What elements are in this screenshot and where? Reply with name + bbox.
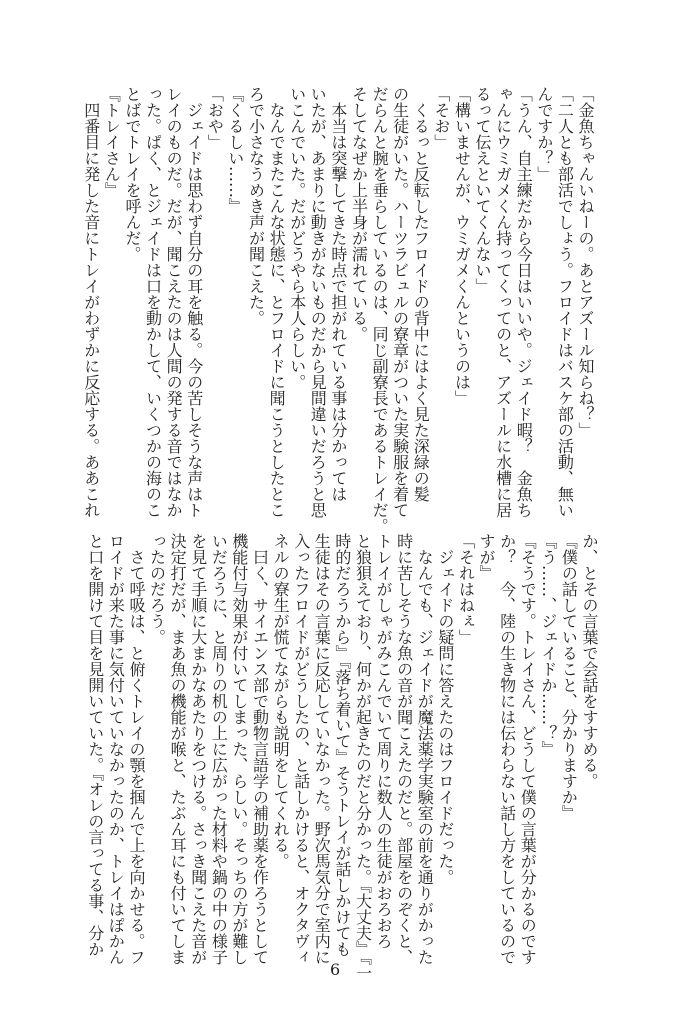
text-column: 「二人とも部活でしょう。フロイドはバスケ部の活動、無い [555,86,575,518]
text-column: ジェイドの疑問に答えたのはフロイドだった。 [435,533,455,885]
text-column: か、とその言葉で会話をすすめる。 [580,533,599,789]
text-column: 「それはねぇ」 [456,533,476,645]
text-column: いたが、あまりに動きがないものだから見間違いだろうと思 [308,86,328,518]
text-column: だらんと腕を垂らしているのは、同じ副寮長であるトレイだ。 [370,86,390,534]
text-column: 時に苦しそうな魚の音が聞こえたのだと。部屋をのぞくと、 [394,533,414,965]
text-column: 『トレイさん』 [102,86,122,198]
text-column: 『僕の話していること、分かりますか』 [559,533,579,821]
text-column: ゃんにウミガメくん持ってくってのと、アズールに水槽に居 [493,86,513,518]
text-column: 『う……、ジェイドか……？』 [538,533,558,757]
text-column: か？ 今、陸の生き物には伝わらない話し方をしているので [497,533,517,965]
page-number: 6 [330,960,341,979]
text-column: 入ったフロイドがどうしたの、と話しかけると、オクタヴィ [291,533,311,965]
text-column: んですか？」 [534,86,554,182]
text-column: の生徒がいた。ハーツラビュルの寮章がついた実験服を着て [390,86,410,518]
text-column: くるっと反転したフロイドの背中にはよく見た深緑の髪 [411,86,431,502]
text-column: ったのだろう。 [147,533,167,645]
text-column: なんでも、ジェイドが魔法薬学実験室の前を通りがかった [415,533,435,965]
text-column: 『くるしい……』 [225,86,245,214]
text-column: 『そうです。トレイさん、どうして僕の言葉が分かるのです [518,533,538,965]
text-column: なんでまたこんな状態に、とフロイドに聞こうとしたとこ [267,86,287,518]
text-column: 決定打だが、まあ魚の機能が喉と、たぶん耳にも付いてしま [168,533,188,965]
text-column: そしてなぜか上半身が濡れている。 [349,86,369,342]
text-column: ネルの寮生が慌てながらも説明をしてくれる。 [271,533,291,869]
text-column: トレイがしゃがみこんでいて周りに数人の生徒がおろおろ [374,533,394,949]
text-column: 機能付与効果が付いてしまった、らしい。そっちの方が難し [229,533,249,965]
text-column: 本当は突撃してきた時点で担がれている事は分かっては [328,86,348,502]
text-column: いこんでいた。だがどうやら本人らしい。 [287,86,307,390]
text-block-bottom [84,533,599,981]
text-column: とばでトレイを呼んだ。 [122,86,142,262]
text-column: 「金魚ちゃんいねーの。あとアズール知らね？」 [576,86,595,438]
text-column: すが』 [477,533,497,581]
text-column: 時的だろうから』『落ち着いて』そうトレイが話しかけても [332,533,352,957]
text-column: 四番目に発した音にトレイがわずかに反応する。ああこれ [81,86,101,518]
text-column: さて呼吸は、と俯くトレイの顎を掴んで上を向かせる。フ [126,533,146,965]
text-column: 「そお」 [431,86,451,150]
text-column: ロイドが来た事に気付いていなかったのか、トレイはぽかん [106,533,126,965]
text-column: 曰く、サイエンス部で動物言語学の補助薬を作ろうとして [250,533,270,965]
text-column: いだろうに、と周りの机の上に広がった材料や鍋の中の様子 [209,533,229,965]
text-column: 「うん、自主練だから今日はいいや。ジェイド暇？ 金魚ち [514,86,534,518]
text-column: った。ぱく、とジェイドは口を動かして、いくつかの海のこ [143,86,163,518]
text-column: ろで小さなうめき声が聞こえた。 [246,86,266,326]
text-column: と口を開けて目を見開いていた。『オレの言ってる事、分か [85,533,105,957]
text-column: を見て手順に大まかなあたりをつける。さっき聞こえた音が [188,533,208,965]
text-column: るって伝えといてくんない」 [473,86,493,294]
text-column: 生徒はその言葉に反応していなかった。野次馬気分で室内に [312,533,332,965]
text-block-top [80,86,595,534]
text-column: と狼狽えており、何かが起きたのだと分かった。『大丈夫』『一 [353,533,373,981]
text-column: ジェイドは思わず自分の耳を触る。今の苦しそうな声はト [184,86,204,518]
text-column: 「おや」 [205,86,225,150]
text-column: レイのものだ。だが、聞こえたのは人間の発する音ではなか [164,86,184,518]
text-column: 「構いませんが、ウミガメくんというのは」 [452,86,472,406]
